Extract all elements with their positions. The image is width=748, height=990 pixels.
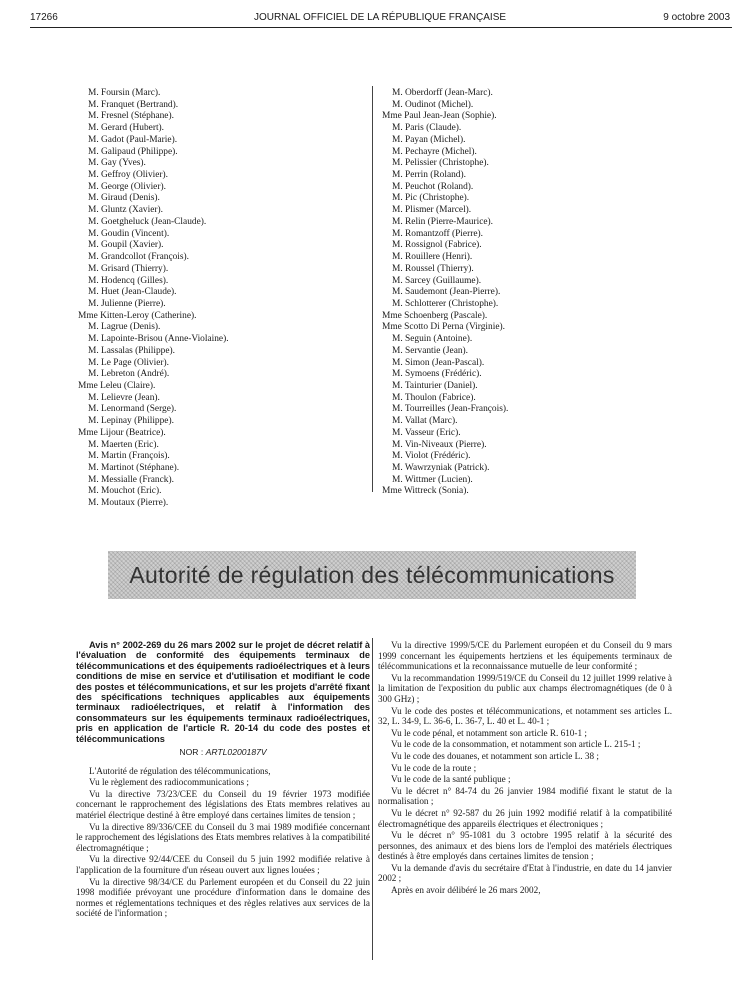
paragraph: Vu la recommandation 1999/519/CE du Conseil du 12 juillet 1999 relative à la limitation de l'exposition du public aux champs électromagnétiques (de 0 à 300 GHz) ;	[378, 672, 672, 704]
paragraph: Vu le code de la route ;	[391, 762, 477, 773]
name-entry: M. Oudinot (Michel).	[392, 99, 474, 110]
name-entry: M. Martin (François).	[88, 451, 170, 462]
name-entry: M. Goupil (Xavier).	[88, 240, 164, 251]
name-entry: M. Lenormand (Serge).	[88, 404, 177, 415]
name-entry: M. Schlotterer (Christophe).	[392, 298, 499, 309]
name-entry: M. Grandcollot (François).	[88, 252, 190, 263]
name-entry: M. Gluntz (Xavier).	[88, 205, 163, 216]
paragraph: Vu la directive 89/336/CEE du Conseil du 3 mai 1989 modifiée concernant le rapprochement des législations des Etats membres relatives à la compatibilité électromagnétique ;	[76, 821, 370, 853]
name-entry: M. Hodencq (Gilles).	[88, 275, 169, 286]
names-list-left	[78, 88, 229, 510]
name-entry: M. Seguin (Antoine).	[392, 334, 473, 345]
page-number: 17266	[30, 12, 58, 23]
paragraph: Vu le code des postes et télécommunications, et notamment ses articles L. 32, L. 34-9, L. 36-6, L. 36-7, L. 40 et L. 40-1 ;	[378, 705, 672, 727]
name-entry: M. Peuchot (Roland).	[392, 181, 474, 192]
name-entry: M. Martinot (Stéphane).	[88, 463, 180, 473]
name-entry: M. Vasseur (Eric).	[392, 427, 461, 438]
publication-date: 9 octobre 2003	[663, 12, 730, 23]
name-entry: M. Geffroy (Olivier).	[88, 170, 169, 181]
name-entry: M. Pelissier (Christophe).	[392, 158, 489, 169]
name-entry: Mme Scotto Di Perna (Virginie).	[382, 322, 505, 333]
left-paragraphs	[76, 766, 370, 919]
name-entry: Mme Schoenberg (Pascale).	[382, 310, 488, 321]
name-entry: M. Tourreilles (Jean-François).	[392, 404, 509, 415]
nor-code: ARTL0200187V	[205, 747, 267, 758]
name-entry: M. Goudin (Vincent).	[88, 228, 170, 239]
name-entry: Mme Lijour (Beatrice).	[78, 427, 166, 438]
name-entry: M. Foursin (Marc).	[88, 88, 161, 98]
name-entry: M. Oberdorff (Jean-Marc).	[392, 88, 493, 98]
nor-label: NOR :	[179, 747, 204, 758]
name-entry: M. Servantie (Jean).	[392, 345, 469, 356]
name-entry: M. Violot (Frédéric).	[392, 451, 471, 462]
name-entry: M. Gerard (Hubert).	[88, 123, 165, 134]
name-entry: M. Mouchot (Eric).	[88, 486, 162, 497]
nor-reference	[76, 747, 370, 758]
name-entry: M. Fresnel (Stéphane).	[88, 111, 174, 122]
paragraph: L'Autorité de régulation des télécommunications,	[89, 765, 271, 776]
paragraph: Vu le règlement des radiocommunications ;	[89, 777, 249, 788]
name-entry: M. Gadot (Paul-Marie).	[88, 134, 178, 145]
name-entry: M. Moutaux (Pierre).	[88, 498, 169, 509]
name-entry: M. Galipaud (Philippe).	[88, 146, 178, 157]
name-entry: M. Lapointe-Brisou (Anne-Violaine).	[88, 334, 229, 345]
name-entry: M. Gay (Yves).	[88, 158, 146, 169]
name-entry: Mme Leleu (Claire).	[78, 380, 156, 391]
name-entry: M. Lelievre (Jean).	[88, 392, 160, 403]
name-entry: M. Tainturier (Daniel).	[392, 380, 478, 391]
name-entry: M. Giraud (Denis).	[88, 193, 160, 204]
column-divider-lower	[372, 638, 373, 960]
name-entry: Mme Paul Jean-Jean (Sophie).	[382, 111, 497, 122]
name-entry: M. Plismer (Marcel).	[392, 205, 472, 216]
name-entry: M. Perrin (Roland).	[392, 170, 466, 181]
name-entry: M. Symoens (Frédéric).	[392, 369, 482, 380]
paragraph: Vu la directive 92/44/CEE du Conseil du 5 juin 1992 modifiée relative à l'application de la fourniture d'un réseau ouvert aux lignes louées ;	[76, 854, 370, 875]
paragraph: Vu le décret n° 84-74 du 26 janvier 1984 modifié fixant le statut de la normalisation ;	[378, 785, 672, 807]
column-divider	[372, 86, 373, 492]
name-entry: M. Franquet (Bertrand).	[88, 99, 179, 110]
name-entry: M. Payan (Michel).	[392, 134, 466, 145]
name-entry: M. Lagrue (Denis).	[88, 322, 161, 333]
names-list-right	[382, 88, 508, 498]
name-entry: M. Vallat (Marc).	[392, 416, 458, 427]
paragraph: Vu le code pénal, et notamment son article R. 610-1 ;	[391, 727, 587, 738]
name-entry: M. Maerten (Eric).	[88, 439, 159, 450]
name-entry: M. Lassalas (Philippe).	[88, 345, 175, 356]
name-entry: M. Wawrzyniak (Patrick).	[392, 463, 490, 473]
right-paragraphs	[378, 640, 672, 896]
name-entry: M. Grisard (Thierry).	[88, 263, 169, 274]
header-rule	[30, 27, 732, 28]
name-entry: M. Saudemont (Jean-Pierre).	[392, 287, 501, 298]
name-entry: M. Relin (Pierre-Maurice).	[392, 216, 494, 227]
name-entry: M. Wittmer (Lucien).	[392, 474, 473, 485]
paragraph: Vu le code de la santé publique ;	[391, 774, 511, 785]
name-entry: Mme Wittreck (Sonia).	[382, 486, 469, 497]
name-entry: M. Paris (Claude).	[392, 123, 462, 134]
name-entry: M. Rouillere (Henri).	[392, 252, 473, 263]
name-entry: M. Lepinay (Philippe).	[88, 416, 174, 427]
paragraph: Vu la directive 1999/5/CE du Parlement européen et du Conseil du 9 mars 1999 concernant les équipements hertziens et les équipements terminaux de télécommunications et la reconnaissance mutuelle de leur conformité ;	[378, 640, 672, 672]
name-entry: M. Sarcey (Guillaume).	[392, 275, 482, 286]
avis-right-column	[378, 640, 672, 897]
name-entry: M. Messialle (Franck).	[88, 474, 174, 485]
paragraph: Vu la directive 73/23/CEE du Conseil du 19 février 1973 modifiée concernant le rapprochement des législations des Etats membres relatives au matériel électrique destiné à être employé dans certaines limites de tension ;	[76, 788, 370, 821]
name-entry: M. Le Page (Olivier).	[88, 357, 169, 368]
avis-left-column	[76, 640, 370, 920]
name-entry: M. Pic (Christophe).	[392, 193, 470, 204]
name-entry: M. Roussel (Thierry).	[392, 263, 474, 274]
name-entry: M. Lebreton (André).	[88, 369, 170, 380]
name-entry: M. Rossignol (Fabrice).	[392, 240, 482, 251]
name-entry: M. Thoulon (Fabrice).	[392, 392, 476, 403]
paragraph: Après en avoir délibéré le 26 mars 2002,	[391, 885, 541, 896]
paragraph: Vu le décret n° 92-587 du 26 juin 1992 modifié relatif à la compatibilité électromagnétique des appareils électriques et électroniques ;	[378, 807, 672, 829]
journal-title: JOURNAL OFFICIEL DE LA RÉPUBLIQUE FRANÇAISE	[253, 12, 507, 23]
name-entry: M. Julienne (Pierre).	[88, 298, 166, 309]
section-banner: Autorité de régulation des télécommunications	[108, 551, 636, 599]
name-entry: M. Romantzoff (Pierre).	[392, 228, 483, 239]
name-entry: Mme Kitten-Leroy (Catherine).	[78, 310, 197, 321]
name-entry: M. Goetgheluck (Jean-Claude).	[88, 216, 207, 227]
paragraph: Vu le code des douanes, et notamment son article L. 38 ;	[391, 750, 599, 761]
name-entry: M. Huet (Jean-Claude).	[88, 287, 177, 298]
paragraph: Vu le code de la consommation, et notamment son article L. 215-1 ;	[391, 739, 641, 750]
name-entry: M. Vin-Niveaux (Pierre).	[392, 439, 487, 450]
name-entry: M. George (Olivier).	[88, 181, 166, 192]
paragraph: Vu le décret n° 95-1081 du 3 octobre 1995 relatif à la sécurité des personnes, des animaux et des biens lors de l'emploi des matériels électriques destinés à être employés dans certaines limites de tension ;	[378, 830, 672, 862]
paragraph: Vu la demande d'avis du secrétaire d'Etat à l'industrie, en date du 14 janvier 2002 ;	[378, 862, 672, 884]
page-header	[30, 12, 730, 28]
name-entry: M. Pechayre (Michel).	[392, 146, 477, 157]
name-entry: M. Simon (Jean-Pascal).	[392, 357, 485, 368]
avis-title: Avis n° 2002-269 du 26 mars 2002 sur le projet de décret relatif à l'évaluation de conformité des équipements terminaux de télécommunications et des équipements radioélectriques et à leurs conditions de mise en service et d'utilisation et modifiant le code des postes et télécommunications, et sur les projets d'arrêté fixant des spécifications techniques applicables aux équipements terminaux radioélectriques, et relatif à l'information des consommateurs sur les équipements terminaux radioélectriques, pris en application de l'article R. 20-14 du code des postes et télécommunications	[76, 640, 370, 744]
paragraph: Vu la directive 98/34/CE du Parlement européen et du Conseil du 22 juin 1998 modifiée prévoyant une procédure d'information dans le domaine des normes et réglementations techniques et des règles relatives aux services de la société de l'information ;	[76, 876, 370, 919]
